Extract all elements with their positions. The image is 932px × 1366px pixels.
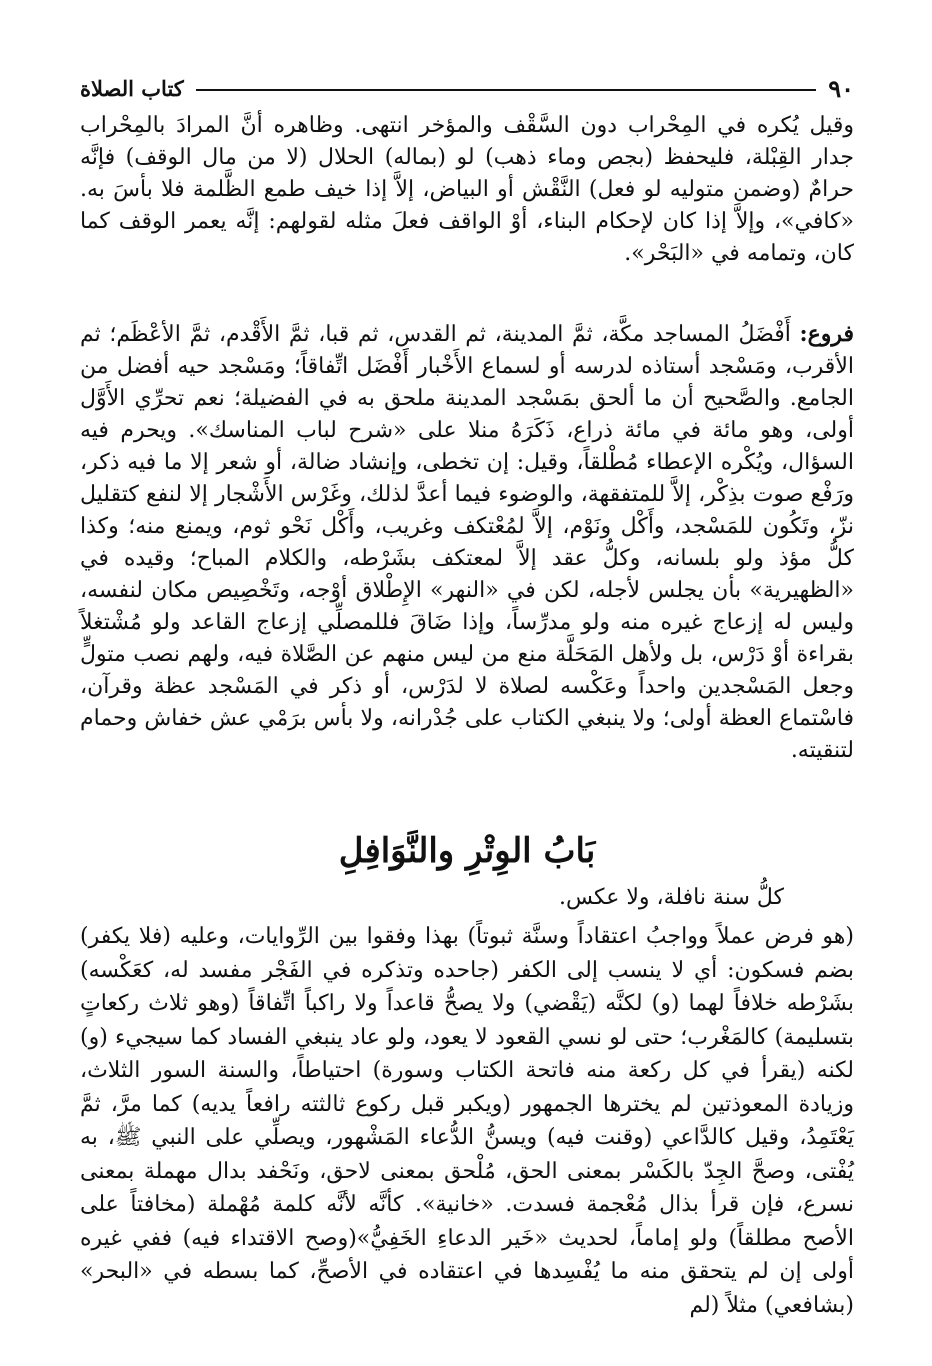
paragraph-witr [80, 920, 854, 1322]
paragraph-text: أَفْضَلُ المساجد مكَّة، ثمَّ المدينة، ثم القدس، ثم قبا، ثمَّ الأَقْدم، ثمَّ الأعْظَم؛ ثم الأقرب، ومَسْجد أستاذه لدرسه أو لسماع الأَخْبار أَفْضَل اتِّفاقاً؛ ومَسْجد حيه أفضل من الجامع. والصَّحيح أن ما ألحق بمَسْجد المدينة ملحق به في الفضيلة؛ نعم تحرِّي الأَوَّل أولى، وهو مائة في مائة ذراع، ذَكَرَهُ منلا على «شرح لباب المناسك». ويحرم فيه السؤال، ويُكْره الإعطاء مُطْلقاً، وقيل: إن تخطى، وإنشاد ضالة، أو شعر إلا ما فيه ذكر، ورَفْع صوت بذِكْر، إلاَّ للمتفقهة، والوضوء فيما أعدَّ لذلك، وغَرْس الأَشْجار إلا لنفع كتقليل نزّ، وتَكُون للمَسْجد، وأَكْل ونَوْم، إلاَّ لمُعْتكف وغريب، وأَكْل نَحْو ثوم، ويمنع منه؛ وكذا كلُّ مؤذ ولو بلسانه، وكلُّ عقد إلاَّ لمعتكف بشَرْطه، والكلام المباح؛ وقيده في «الظهيرية» بأن يجلس لأجله، لكن في «النهر» الإِطْلاق أوْجه، وتَخْصِيص مكان لنفسه، وليس له إزعاج غيره منه ولو مدرِّساً، وإذا ضَاقَ فللمصلِّي إزعاج القاعد ولو مُشْتغلاً بقراءة أوْ دَرْس، بل ولأهل المَحَلَّة منع من ليس منهم عن الصَّلاة فيه، ولهم نصب متولٍّ وجعل المَسْجدين واحداً وعَكْسه لصلاة لا لدَرْس، أو ذكر في المَسْجد عظة وقرآن، فاسْتماع العظة أولى؛ ولا ينبغي الكتاب على جُدْرانه، ولا بأس برَمْي عش خفاش وحمام لتنقيته. [80, 322, 854, 763]
page-number: ٩٠ [828, 73, 854, 103]
chapter-title: بَابُ الوِتْرِ والنَّوَافِلِ [338, 831, 596, 871]
paragraph-text: وقيل يُكره في المِحْراب دون السَّقْف والمؤخر انتهى. وظاهره أنَّ المرادَ بالمِحْراب جدار القِبْلة، فليحفظ (بجص وماء ذهب) لو (بماله) الحلال (لا من مال الوقف) فإنَّه حرامٌ (وضمن متوليه لو فعل) النَّقْش أو البياض، إلاَّ إذا خيف طمع الظَّلمة فلا بأسَ به. «كافي»، وإلاَّ إذا كان لإحكام البناء، أوْ الواقف فعلَ مثله لقولهم: إنَّه يعمر الوقف كما كان، وتمامه في «البَحْر». [80, 113, 854, 266]
paragraph-text: كلُّ سنة نافلة، ولا عكس. [559, 885, 784, 910]
page-header [80, 72, 854, 104]
paragraph-intro [80, 882, 854, 914]
running-title: كتاب الصلاة [80, 75, 184, 101]
header-rule [196, 89, 816, 91]
paragraph-mosque-mihrab [80, 110, 854, 270]
branches-lead: فروع: [799, 321, 854, 347]
paragraph-text: (هو فرض عملاً وواجبُ اعتقاداً وسنَّة ثبوتاً) بهذا وفقوا بين الرِّوايات، وعليه (فلا يكفر) بضم فسكون: أي لا ينسب إلى الكفر (جاحده وتذكره في الفَجْر مفسد له، كعَكْسه) بشَرْطه خلافاً لهما (و) لكنَّه (يَقْضي) ولا يصحُّ قاعداً ولا راكباً اتِّفاقاً (وهو ثلاث ركعاتٍ بتسليمة) كالمَغْرب؛ حتى لو نسي القعود لا يعود، ولو عاد ينبغي الفساد كما سيجيء (و) لكنه (يقرأ في كل ركعة منه فاتحة الكتاب وسورة) احتياطاً، والسنة السور الثلاث، وزيادة المعوذتين لم يخترها الجمهور (ويكبر قبل ركوع ثالثته رافعاً يديه) كما مرَّ، ثمَّ يَعْتَمِدُ، وقيل كالدَّاعي (وقنت فيه) ويسنُّ الدُّعاء المَشْهور، ويصلِّي على النبي ﷺ، به يُفْتى، وصحَّ الجِدّ بالكَسْر بمعنى الحق، مُلْحق بمعنى لاحق، ونَحْفد بدال مهملة بمعنى نسرع، فإن قرأ بذال مُعْجمة فسدت. «خانية». كأنَّه لأنَّه كلمة مُهْملة (مخافتاً على الأصح مطلقاً) ولو إماماً، لحديث «خَير الدعاءِ الخَفِيُّ»(وصح الاقتداء فيه) ففي غيره أولى إن لم يتحقق منه ما يُفْسِدها في اعتقاده في الأصحِّ، كما بسطه في «البحر» (بشافعي) مثلاً (لم [80, 924, 854, 1318]
paragraph-branches [80, 318, 854, 767]
